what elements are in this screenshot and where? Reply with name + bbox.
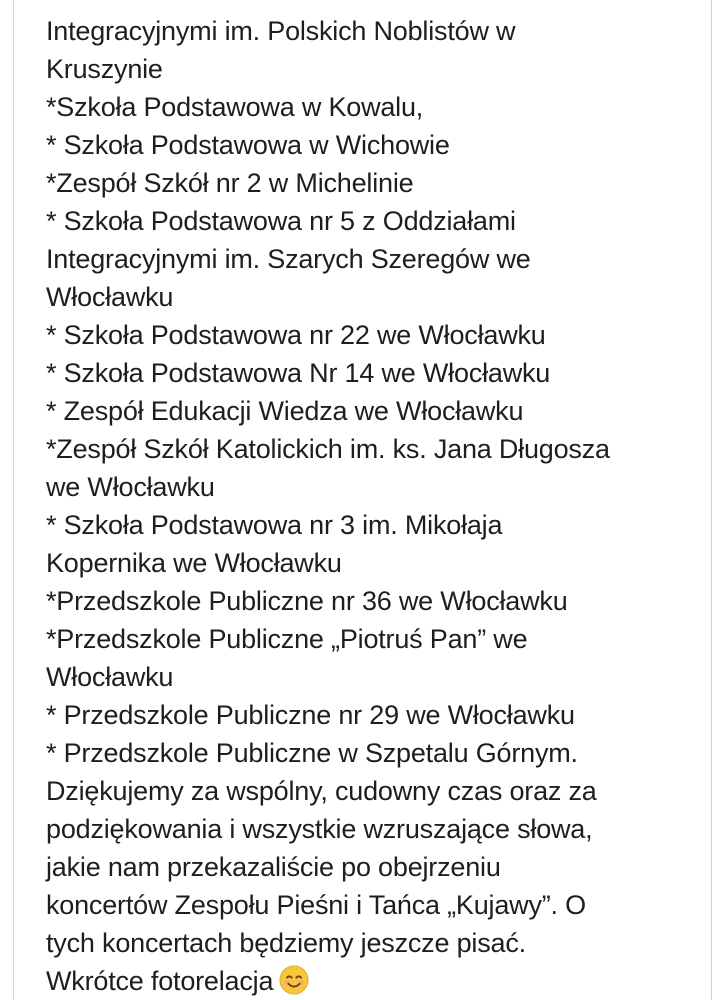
post-line: *Zespół Szkół nr 2 w Michelinie: [46, 168, 414, 198]
post-line: * Szkoła Podstawowa nr 3 im. Mikołaja: [46, 510, 503, 540]
post-line: Włocławku: [46, 282, 174, 312]
post-line: * Przedszkole Publiczne nr 29 we Włocławku: [46, 700, 575, 730]
post-line: *Szkoła Podstawowa w Kowalu,: [46, 92, 424, 122]
post-line: * Zespół Edukacji Wiedza we Włocławku: [46, 396, 524, 426]
post-line: * Szkoła Podstawowa nr 5 z Oddziałami: [46, 206, 516, 236]
post-line: Integracyjnymi im. Szarych Szeregów we: [46, 244, 531, 274]
post-line: jakie nam przekazaliście po obejrzeniu: [46, 852, 501, 882]
post-line: * Szkoła Podstawowa w Wichowie: [46, 130, 450, 160]
smiling-face-icon: [279, 965, 309, 995]
post-line: * Szkoła Podstawowa Nr 14 we Włocławku: [46, 358, 551, 388]
post-text: [46, 12, 701, 1000]
post-line: *Zespół Szkół Katolickich im. ks. Jana Długosza: [46, 434, 610, 464]
post-line: koncertów Zespołu Pieśni i Tańca „Kujawy”. O: [46, 890, 586, 920]
post-line: *Przedszkole Publiczne nr 36 we Włocławku: [46, 586, 568, 616]
post-line-last: [46, 962, 701, 1000]
left-frame-edge: [13, 0, 14, 1000]
post-line: we Włocławku: [46, 472, 215, 502]
post-line: tych koncertach będziemy jeszcze pisać.: [46, 928, 526, 958]
post-line: Kopernika we Włocławku: [46, 548, 342, 578]
post-line: Dziękujemy za wspólny, cudowny czas oraz za: [46, 776, 597, 806]
right-frame-edge: [711, 0, 712, 1000]
post-line: *Przedszkole Publiczne „Piotruś Pan” we: [46, 624, 528, 654]
post-line: Integracyjnymi im. Polskich Noblistów w: [46, 16, 516, 46]
post-line: Kruszynie: [46, 54, 163, 84]
post-line: Włocławku: [46, 662, 174, 692]
post-line: * Szkoła Podstawowa nr 22 we Włocławku: [46, 320, 546, 350]
post-line-text: Wkrótce fotorelacja: [46, 966, 274, 996]
post-line: podziękowania i wszystkie wzruszające słowa,: [46, 814, 593, 844]
post-line: * Przedszkole Publiczne w Szpetalu Górnym.: [46, 738, 578, 768]
